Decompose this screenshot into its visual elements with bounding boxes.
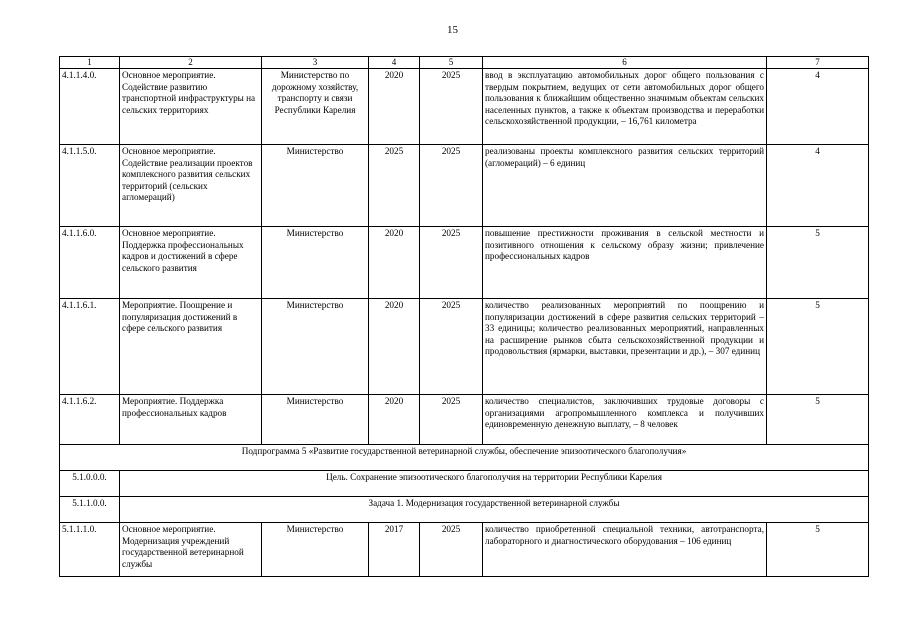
col-num: 6 [483,57,767,69]
row-code: 4.1.1.6.1. [60,299,120,395]
row-start: 2025 [369,145,420,227]
row-start: 2020 [369,69,420,145]
table-row [60,523,869,577]
row-code: 4.1.1.5.0. [60,145,120,227]
table-row [60,395,869,445]
col-num: 1 [60,57,120,69]
row-link: 5 [767,227,869,299]
table-row [60,299,869,395]
row-executor: Министерство по дорожному хозяйству, транспорту и связи Республики Карелия [262,69,369,145]
row-name: Мероприятие. Поддержка профессиональных кадров [120,395,262,445]
row-executor: Министерство [262,523,369,577]
col-num: 2 [120,57,262,69]
row-code: 4.1.1.4.0. [60,69,120,145]
row-executor: Министерство [262,145,369,227]
goal-row [60,471,869,497]
row-name: Основное мероприятие. Модернизация учреждений государственной ветеринарной службы [120,523,262,577]
row-result: количество реализованных мероприятий по поощрению и популяризации достижений в сфере развития сельских территорий – 33 единицы; количество реализованных мероприятий, направленных на расширение рынков сбыта сельскохозяйственной продукции и продовольствия (ярмарки, выставки, презентации и др.), – 307 единиц [483,299,767,395]
row-end: 2025 [420,299,483,395]
row-link: 5 [767,523,869,577]
row-link: 4 [767,145,869,227]
row-name: Основное мероприятие. Поддержка профессиональных кадров и достижений в сфере сельского развития [120,227,262,299]
row-start: 2020 [369,227,420,299]
row-result: повышение престижности проживания в сельской местности и позитивного отношения к сельскому образу жизни; привлечение профессиональных кадров [483,227,767,299]
row-code: 4.1.1.6.0. [60,227,120,299]
goal-text: Цель. Сохранение эпизоотического благополучия на территории Республики Карелия [120,471,869,497]
row-code: 4.1.1.6.2. [60,395,120,445]
row-executor: Министерство [262,395,369,445]
row-end: 2025 [420,395,483,445]
goal-code: 5.1.0.0.0. [60,471,120,497]
page-number: 15 [447,24,458,36]
subprogram-title: Подпрограмма 5 «Развитие государственной ветеринарной службы, обеспечение эпизоотического благополучия» [60,445,869,471]
row-executor: Министерство [262,299,369,395]
row-executor: Министерство [262,227,369,299]
row-result: реализованы проекты комплексного развития сельских территорий (агломераций) – 6 единиц [483,145,767,227]
row-name: Мероприятие. Поощрение и популяризация достижений в сфере сельского развития [120,299,262,395]
row-link: 5 [767,395,869,445]
col-num: 5 [420,57,483,69]
row-name: Основное мероприятие. Содействие реализации проектов комплексного развития сельских территорий (сельских агломераций) [120,145,262,227]
row-result: количество приобретенной специальной техники, автотранспорта, лабораторного и диагностического оборудования – 106 единиц [483,523,767,577]
col-num: 7 [767,57,869,69]
row-start: 2020 [369,299,420,395]
row-end: 2025 [420,145,483,227]
row-link: 5 [767,299,869,395]
row-code: 5.1.1.1.0. [60,523,120,577]
row-name: Основное мероприятие. Содействие развитию транспортной инфраструктуры на сельских территориях [120,69,262,145]
subprogram-row [60,445,869,471]
table-row [60,69,869,145]
row-end: 2025 [420,523,483,577]
row-start: 2017 [369,523,420,577]
row-result: ввод в эксплуатацию автомобильных дорог общего пользования с твердым покрытием, ведущих от сети автомобильных дорог общего пользования к ближайшим общественно значимым объектам сельских населенных пунктов, а также к объектам производства и переработки сельскохозяйственной продукции, – 16,761 километра [483,69,767,145]
table-row [60,227,869,299]
row-link: 4 [767,69,869,145]
row-start: 2020 [369,395,420,445]
task-text: Задача 1. Модернизация государственной ветеринарной службы [120,497,869,523]
row-end: 2025 [420,69,483,145]
program-table [59,56,869,577]
task-code: 5.1.1.0.0. [60,497,120,523]
row-end: 2025 [420,227,483,299]
task-row [60,497,869,523]
col-num: 3 [262,57,369,69]
column-number-row [60,57,869,69]
col-num: 4 [369,57,420,69]
row-result: количество специалистов, заключивших трудовые договоры с организациями агропромышленного комплекса и получивших единовременную денежную выплату, – 8 человек [483,395,767,445]
table-row [60,145,869,227]
